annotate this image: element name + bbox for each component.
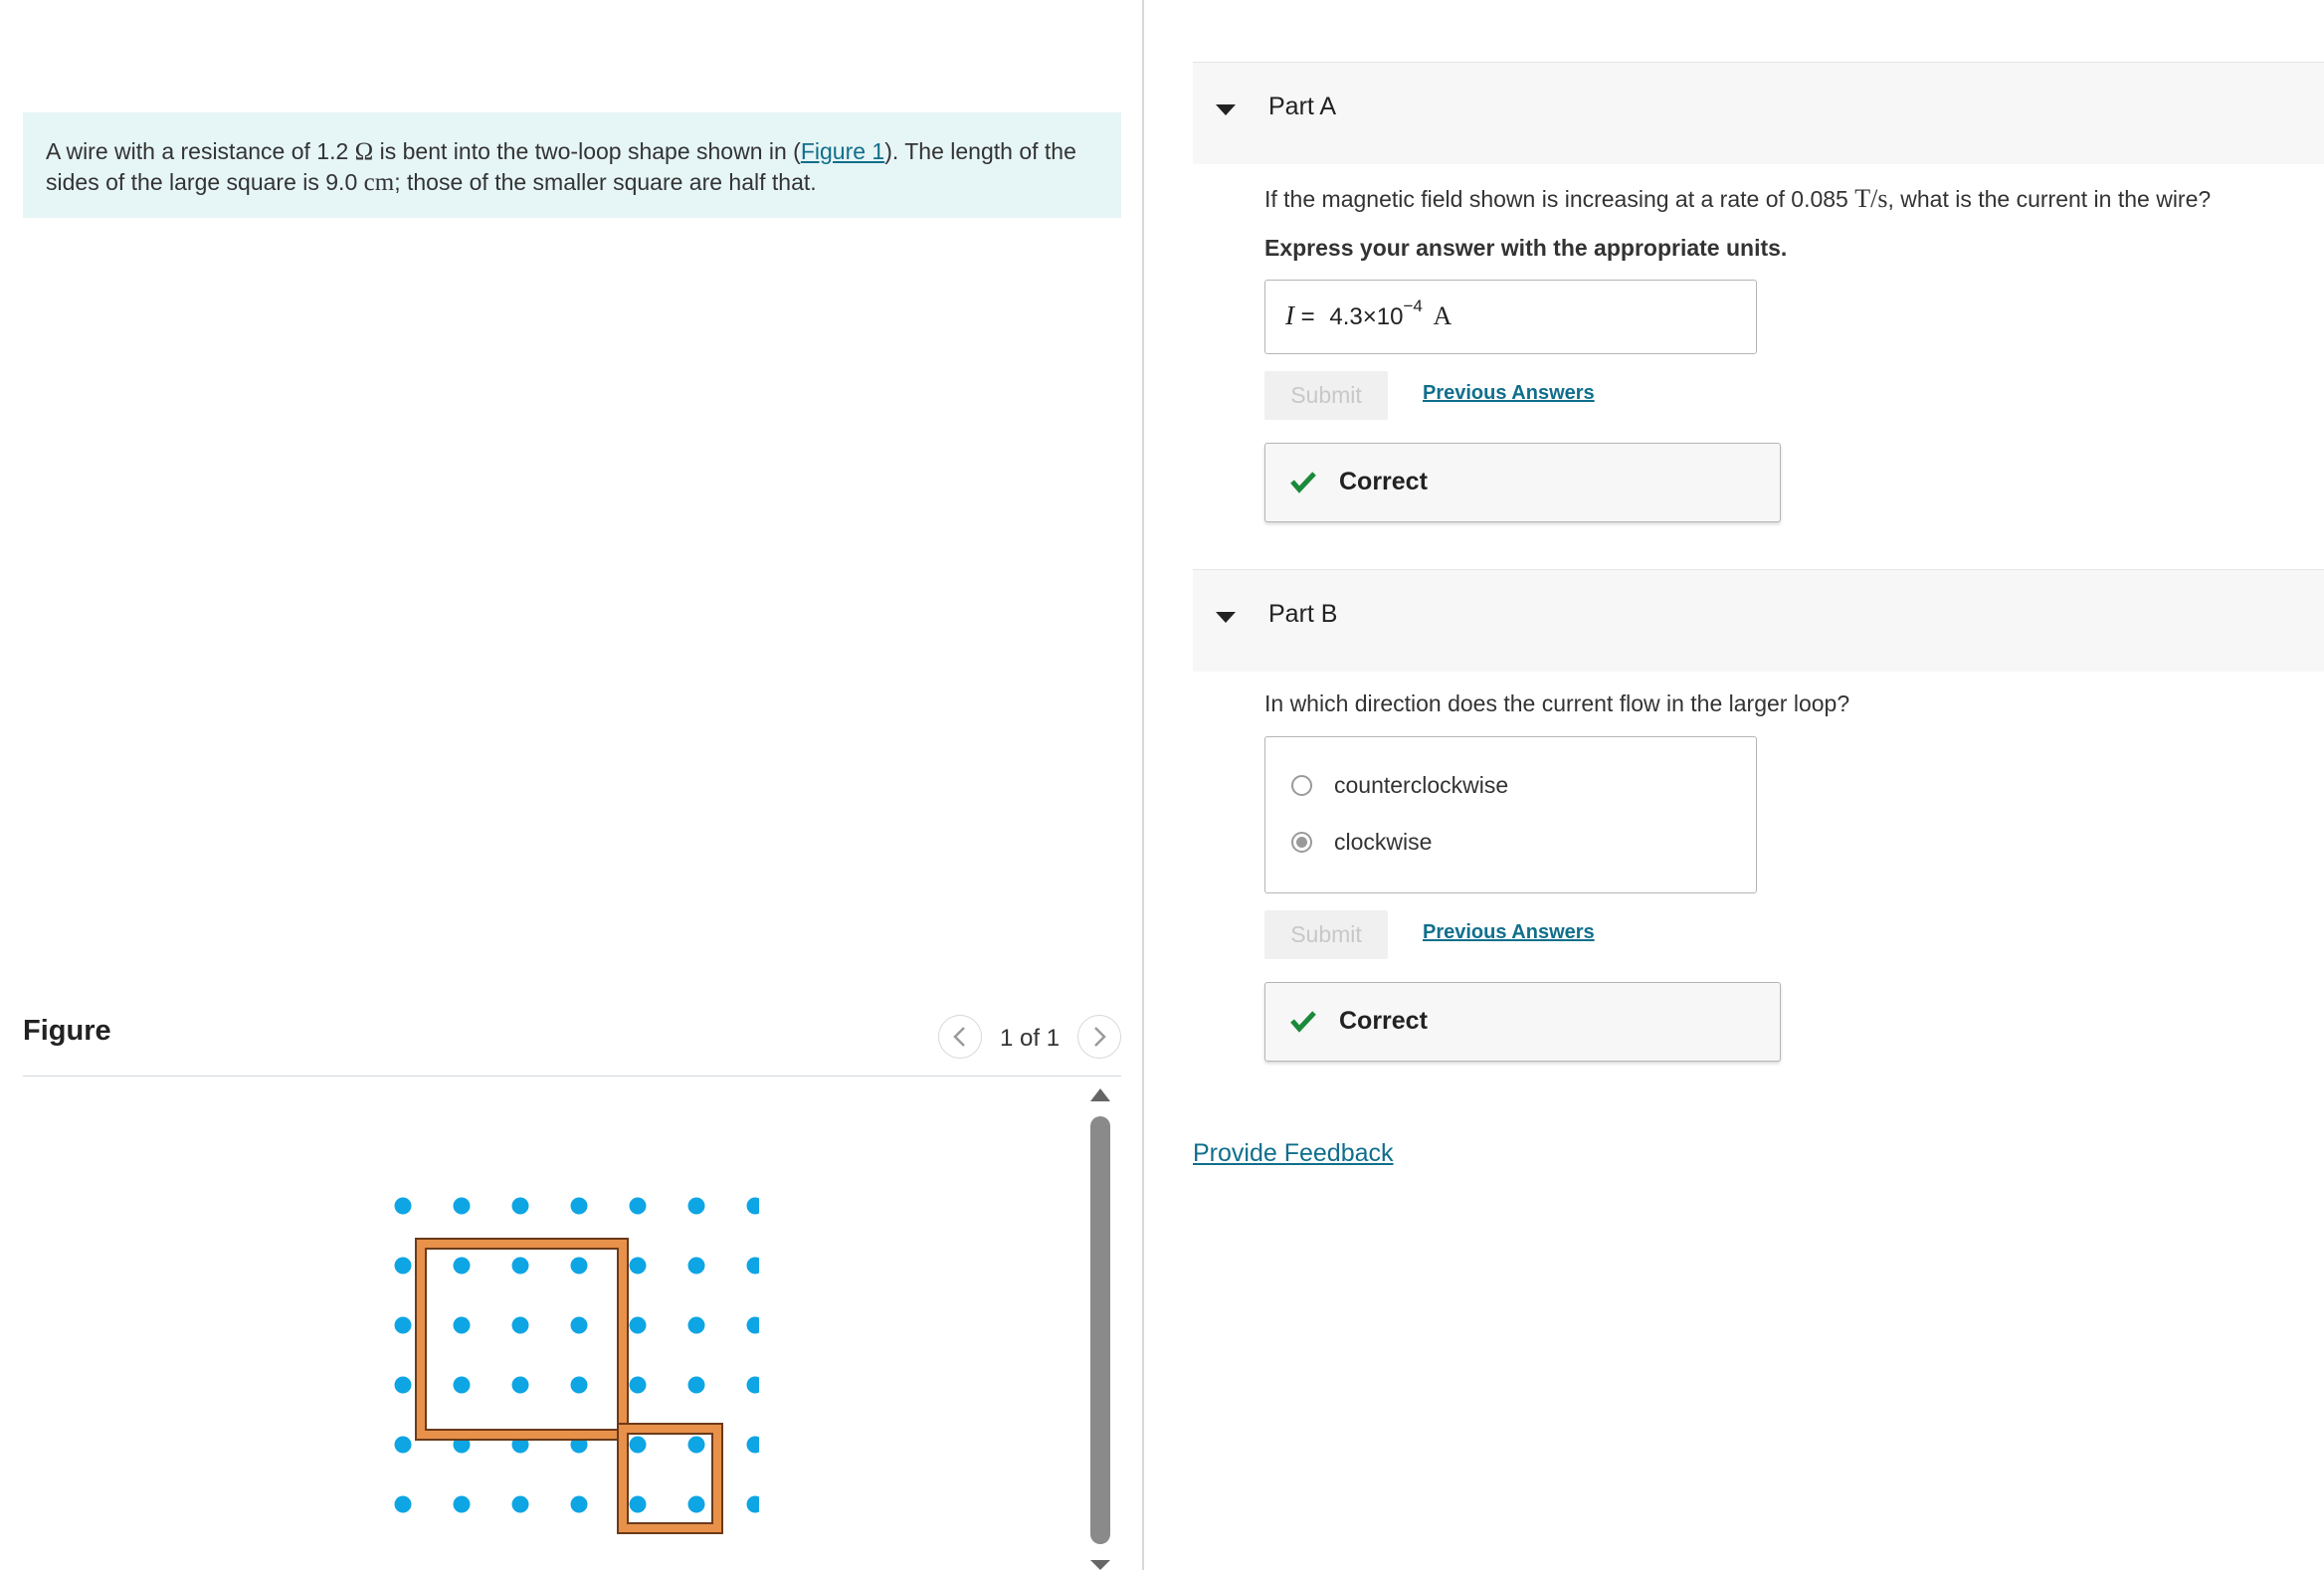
- field-dot: [747, 1496, 760, 1513]
- field-dot: [454, 1496, 471, 1513]
- field-dot: [454, 1317, 471, 1334]
- part-a-question-unit: T/s: [1854, 184, 1888, 213]
- part-b-submit-button[interactable]: Submit: [1264, 910, 1388, 959]
- chevron-right-icon: [1091, 1026, 1107, 1048]
- choice-label: counterclockwise: [1334, 771, 1509, 798]
- field-dot: [571, 1198, 588, 1215]
- field-dot: [571, 1377, 588, 1394]
- field-dot: [571, 1496, 588, 1513]
- field-dot: [454, 1377, 471, 1394]
- radio-button[interactable]: [1291, 775, 1312, 796]
- field-dot: [395, 1437, 412, 1454]
- field-dot: [512, 1377, 529, 1394]
- field-dot: [454, 1198, 471, 1215]
- figure-title: Figure: [23, 1015, 111, 1047]
- field-dot: [747, 1317, 760, 1334]
- figure-pager-count: 1 of 1: [1000, 1025, 1061, 1052]
- part-a-submit-button[interactable]: Submit: [1264, 371, 1388, 420]
- part-a-answer-field[interactable]: [1264, 280, 1757, 354]
- part-a-feedback-label: Correct: [1339, 468, 1428, 495]
- field-dot: [512, 1317, 529, 1334]
- field-dot: [688, 1258, 705, 1275]
- part-b-title: Part B: [1268, 600, 1338, 628]
- field-dot: [630, 1317, 647, 1334]
- figure-link[interactable]: Figure 1: [800, 138, 885, 164]
- problem-text-end: ; those of the smaller square are half that.: [394, 169, 817, 195]
- checkmark-icon: [1289, 1009, 1317, 1033]
- field-dot: [512, 1496, 529, 1513]
- caret-down-icon: [1216, 612, 1236, 623]
- field-dot: [395, 1317, 412, 1334]
- next-figure-button[interactable]: [1077, 1015, 1121, 1059]
- field-dot: [688, 1377, 705, 1394]
- field-dot: [395, 1496, 412, 1513]
- provide-feedback-link[interactable]: Provide Feedback: [1193, 1139, 1394, 1167]
- field-dot: [571, 1317, 588, 1334]
- length-unit: cm: [363, 169, 395, 196]
- part-b-question: In which direction does the current flow in the larger loop?: [1264, 690, 1850, 716]
- choice-label: clockwise: [1334, 828, 1433, 855]
- field-dot: [454, 1258, 471, 1275]
- part-b-previous-answers-link[interactable]: Previous Answers: [1423, 921, 1595, 943]
- choice-clockwise[interactable]: [1291, 827, 1432, 857]
- field-dot: [688, 1198, 705, 1215]
- field-dot: [630, 1437, 647, 1454]
- part-a-question-before: If the magnetic field shown is increasing at a rate of 0.085: [1264, 186, 1855, 212]
- field-dot: [688, 1317, 705, 1334]
- field-dot: [747, 1198, 760, 1215]
- checkmark-icon: [1289, 470, 1317, 493]
- field-dot: [630, 1198, 647, 1215]
- problem-text-mid: is bent into the two-loop shape shown in (: [373, 138, 801, 164]
- problem-statement: [23, 112, 1121, 218]
- answer-exponent: −4: [1403, 296, 1423, 315]
- part-a-feedback: [1264, 443, 1781, 522]
- part-a-title: Part A: [1268, 93, 1337, 120]
- right-pane: [1146, 0, 2324, 1570]
- problem-text-after: ). The length of the sides of the large square is 9.0: [46, 138, 1076, 195]
- field-dot: [512, 1198, 529, 1215]
- field-dot: [630, 1496, 647, 1513]
- field-dot: [688, 1496, 705, 1513]
- field-dot: [512, 1258, 529, 1275]
- field-dot: [747, 1258, 760, 1275]
- field-dot: [747, 1437, 760, 1454]
- radio-button-selected[interactable]: [1291, 832, 1312, 853]
- figure-area: [23, 1077, 1097, 1570]
- answer-mantissa: 4.3×10: [1329, 303, 1404, 330]
- chevron-left-icon: [952, 1026, 968, 1048]
- field-dot: [688, 1437, 705, 1454]
- figure-header: [23, 1005, 1121, 1077]
- left-pane: [0, 0, 1144, 1570]
- caret-down-icon: [1216, 104, 1236, 115]
- previous-figure-button[interactable]: [938, 1015, 982, 1059]
- part-a-header[interactable]: [1193, 62, 2324, 164]
- field-dot: [395, 1258, 412, 1275]
- answer-unit: A: [1433, 301, 1452, 330]
- two-loop-wire-figure: [361, 1136, 759, 1534]
- part-a-previous-answers-link[interactable]: Previous Answers: [1423, 382, 1595, 404]
- part-b-choices: [1264, 736, 1757, 893]
- field-dot: [630, 1377, 647, 1394]
- choice-counterclockwise[interactable]: [1291, 770, 1508, 800]
- part-a-question: [1264, 184, 2211, 214]
- figure-scrollbar-thumb[interactable]: [1090, 1116, 1110, 1544]
- part-b-header[interactable]: [1193, 569, 2324, 672]
- problem-text-before: A wire with a resistance of 1.2: [46, 138, 355, 164]
- field-dot: [747, 1377, 760, 1394]
- field-dot: [630, 1258, 647, 1275]
- part-b-feedback-label: Correct: [1339, 1007, 1428, 1035]
- part-a-question-after: , what is the current in the wire?: [1887, 186, 2212, 212]
- answer-variable: I: [1285, 300, 1294, 330]
- answer-equals: =: [1300, 303, 1315, 330]
- resistance-unit: Ω: [354, 138, 374, 165]
- field-dot: [395, 1198, 412, 1215]
- part-a-instruction: Express your answer with the appropriate units.: [1264, 235, 1788, 261]
- field-dot: [395, 1377, 412, 1394]
- scroll-up-arrow-icon[interactable]: [1090, 1088, 1110, 1101]
- part-b-feedback: [1264, 982, 1781, 1062]
- field-dot: [571, 1258, 588, 1275]
- scroll-down-arrow-icon[interactable]: [1090, 1560, 1110, 1570]
